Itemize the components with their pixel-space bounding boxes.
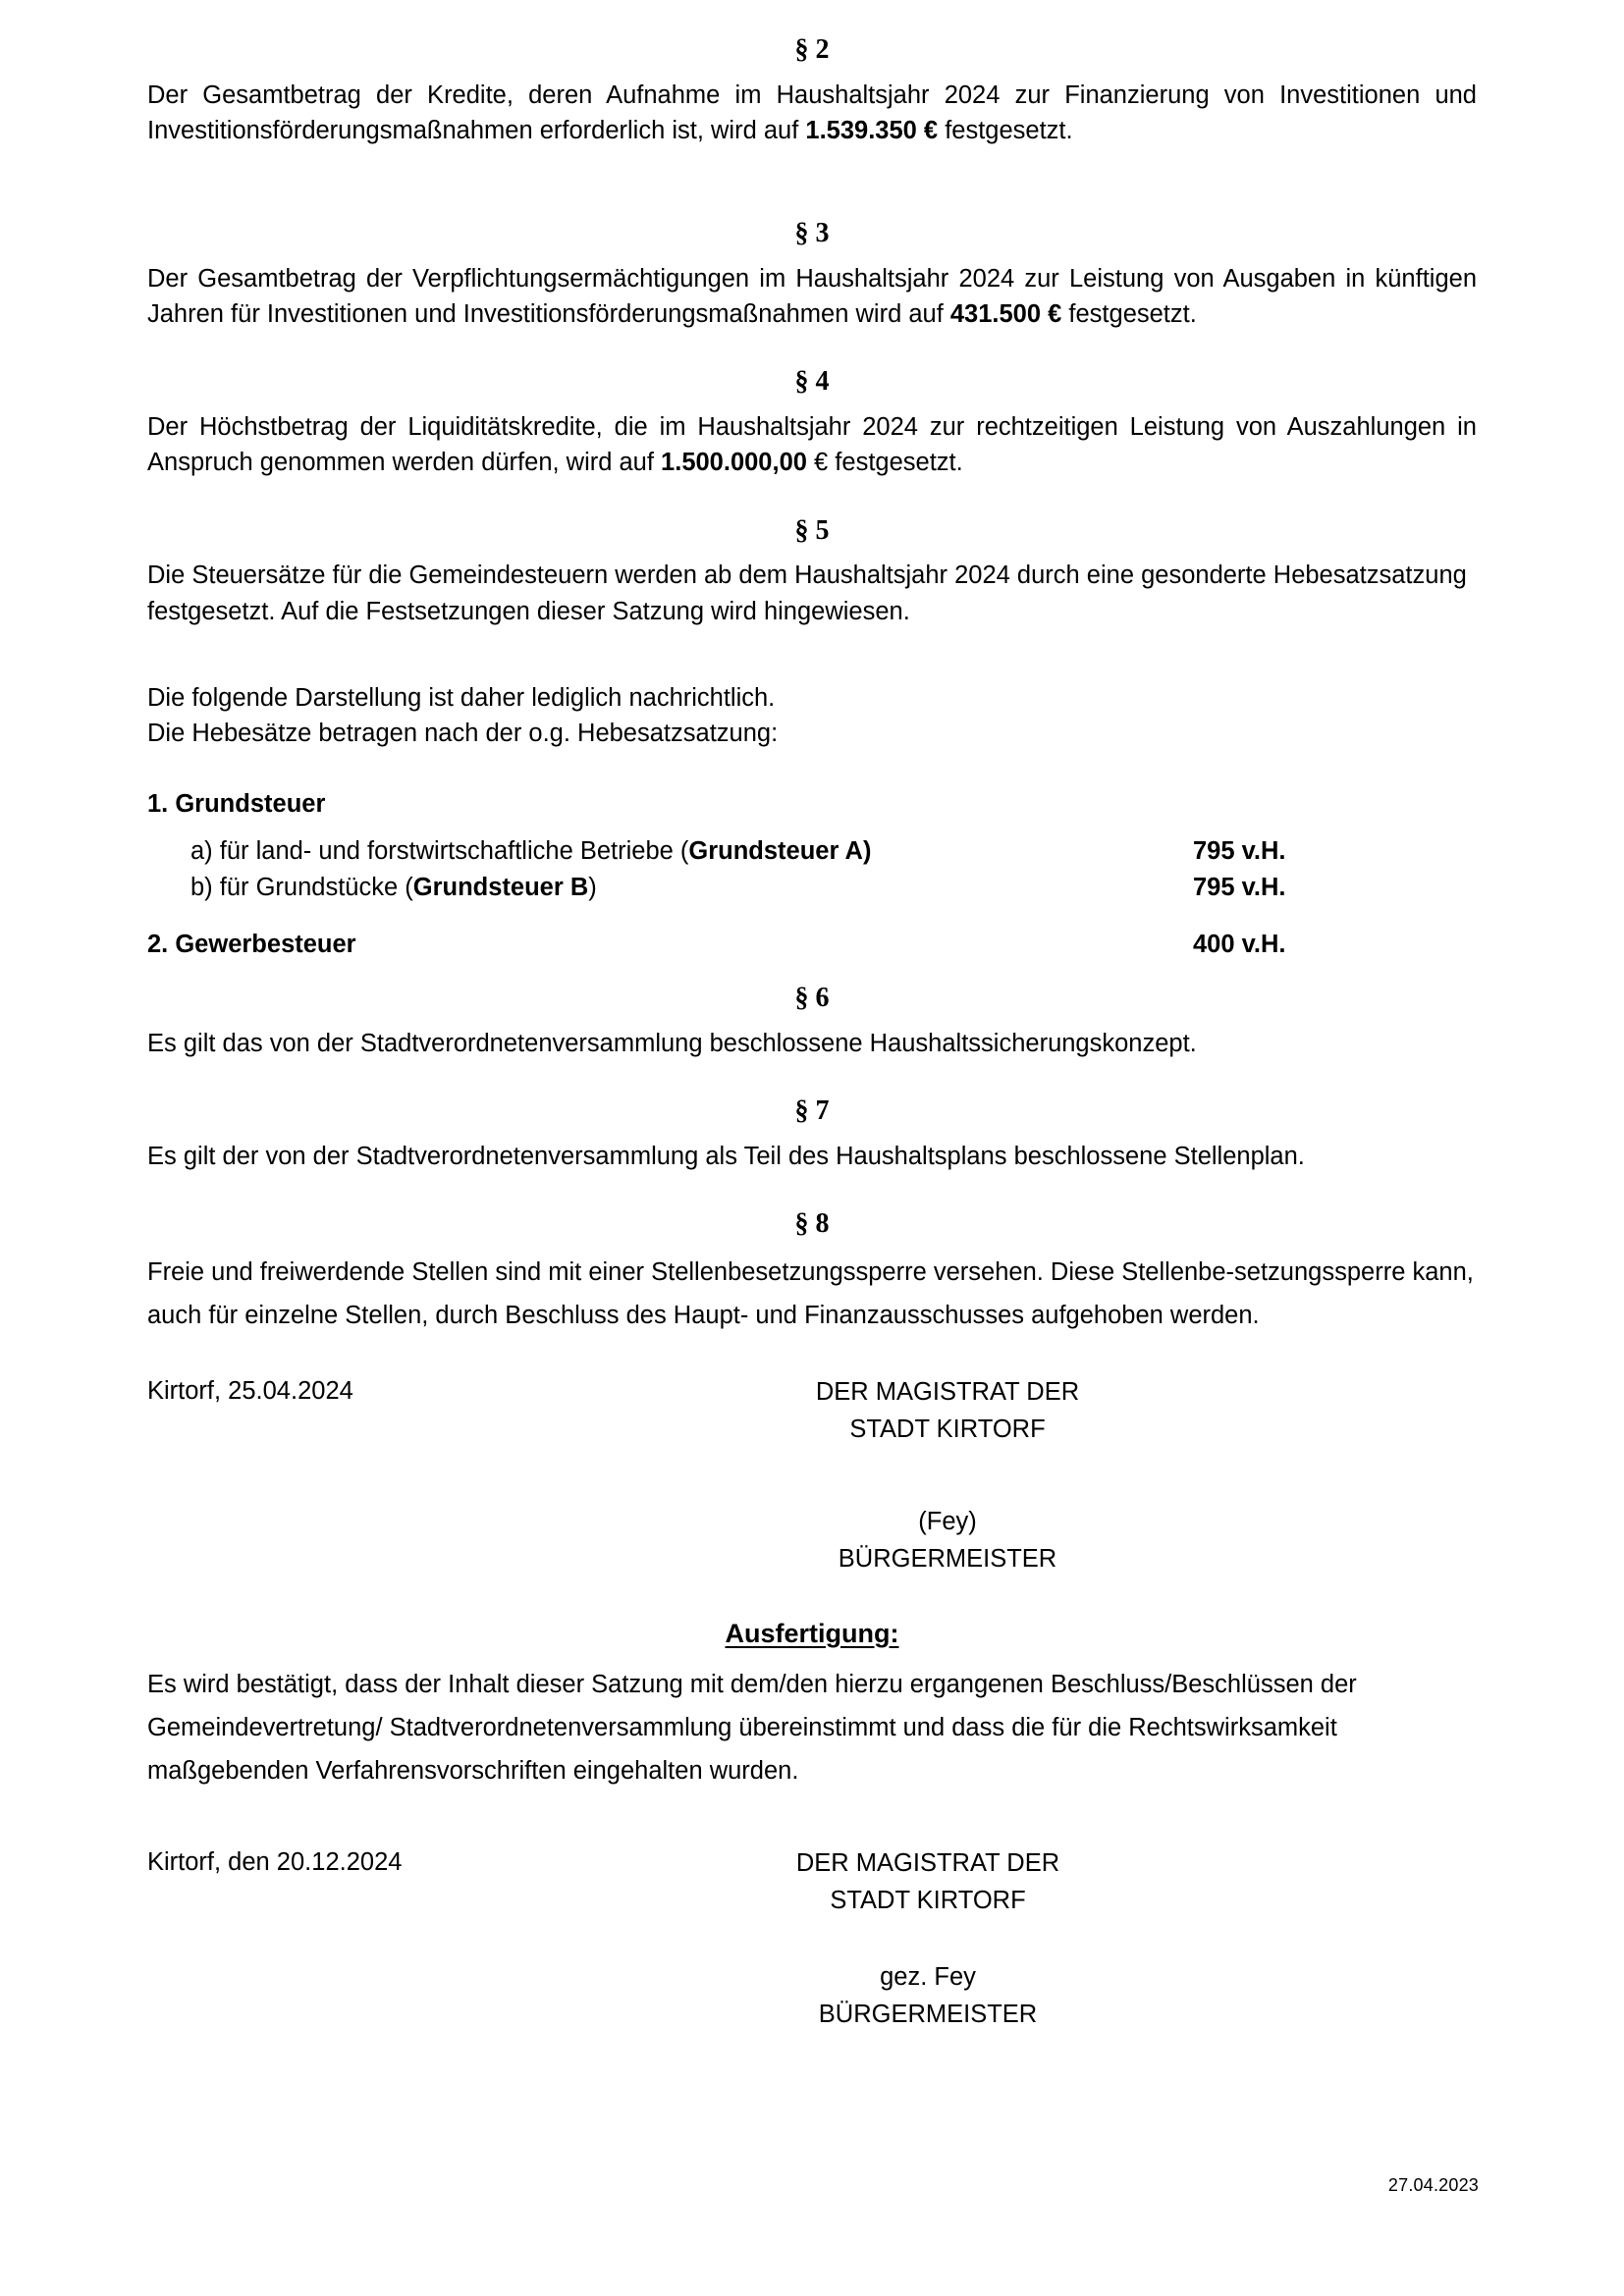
tax-item-1b-prefix: b) für Grundstücke (	[190, 873, 413, 901]
tax-item-1a-prefix: a) für land- und forstwirtschaftliche Betriebe (	[190, 837, 689, 866]
section-2-text-suffix: festgesetzt.	[938, 117, 1073, 144]
signature-block-second	[147, 1844, 1477, 2029]
tax-item-1-title: 1. Grundsteuer	[147, 790, 326, 819]
section-paragraph-2	[147, 78, 1477, 148]
signature-second-signer-title: BÜRGERMEISTER	[818, 2001, 1038, 2029]
signature-first-authority-line-2: STADT KIRTORF	[849, 1415, 1046, 1443]
tax-item-1a-label	[147, 833, 871, 869]
section-2-amount: 1.539.350 €	[805, 117, 939, 144]
tax-item-1b-suffix: )	[588, 873, 597, 901]
signature-first-authority	[736, 1373, 1159, 1578]
section-5-paragraph-1: Die Steuersätze für die Gemeindesteuern werden ab dem Haushaltsjahr 2024 durch eine gesonderte Hebesatzsatzung festgesetzt. Auf die Festsetzungen dieser Satzung wird hingewiesen.	[147, 561, 1467, 625]
signature-first-authority-line-1: DER MAGISTRAT DER	[815, 1377, 1080, 1406]
signature-first-signer-title: BÜRGERMEISTER	[838, 1545, 1057, 1574]
section-5-paragraph-2: Die folgende Darstellung ist daher lediglich nachrichtlich.	[147, 683, 776, 712]
tax-item-2-value: 400 v.H.	[1193, 930, 1286, 958]
section-5-paragraph-3: Die Hebesätze betragen nach der o.g. Hebesatzsatzung:	[147, 720, 779, 748]
signature-first-place-date: Kirtorf, 25.04.2024	[147, 1376, 353, 1405]
section-3-text-suffix: festgesetzt.	[1061, 300, 1197, 329]
section-4-amount: 1.500.000,00	[661, 449, 807, 477]
section-paragraph-3	[147, 261, 1477, 332]
signature-second-signer-name: gez. Fey	[880, 1963, 976, 1992]
tax-item-1b-bold: Grundsteuer B	[412, 873, 589, 901]
section-7-paragraph: Es gilt der von der Stadtverordnetenversammlung als Teil des Haushaltsplans beschlossene Stellenplan.	[147, 1142, 1305, 1170]
certification-heading	[147, 1615, 1477, 1652]
tax-item-1a-value: 795 v.H.	[1193, 837, 1286, 866]
section-6-paragraph: Es gilt das von der Stadtverordnetenversammlung beschlossene Haushaltssicherungskonzept.	[147, 1029, 1197, 1057]
section-4-text-suffix: € festgesetzt.	[806, 449, 963, 477]
tax-row	[147, 786, 1477, 822]
section-2-text-prefix: Der Gesamtbetrag der Kredite, deren Aufnahme im Haushaltsjahr 2024 zur Finanzierung von Investitionen und Investitionsförderungsmaßnahmen erforderlich ist, wird auf	[147, 80, 1477, 144]
tax-item-1b-label	[147, 870, 597, 905]
section-heading-5: § 5	[794, 514, 830, 546]
tax-row	[147, 870, 1477, 905]
section-heading-4: § 4	[794, 366, 830, 398]
certification-paragraph: Es wird bestätigt, dass der Inhalt dieser Satzung mit dem/den hierzu ergangenen Beschluss/Beschlüssen der Gemeindevertretung/ Stadtverordnetenversammlung übereinstimmt und dass die für die Rechtswirksamkeit maßgebenden Verfahrensvorschriften eingehalten wurden.	[147, 1671, 1357, 1785]
section-heading-3: § 3	[794, 218, 830, 249]
section-heading-8: § 8	[794, 1208, 830, 1240]
tax-item-1a-bold: Grundsteuer A)	[688, 837, 872, 866]
section-heading-6: § 6	[794, 983, 830, 1014]
tax-row	[147, 833, 1477, 869]
signature-block-first	[147, 1373, 1477, 1574]
section-3-amount: 431.500 €	[949, 300, 1062, 329]
section-heading-2: § 2	[794, 34, 830, 65]
tax-item-1b-value: 795 v.H.	[1193, 873, 1286, 901]
section-8-paragraph: Freie und freiwerdende Stellen sind mit einer Stellenbesetzungssperre versehen. Diese Stellenbe-setzungssperre kann, auch für einzelne Stellen, durch Beschluss des Haupt- und Finanzausschusses aufgehoben werden.	[147, 1257, 1474, 1329]
tax-item-2-title: 2. Gewerbesteuer	[147, 930, 356, 958]
signature-first-signer-name: (Fey)	[918, 1508, 977, 1536]
section-4-text-prefix: Der Höchstbetrag der Liquiditätskredite, die im Haushaltsjahr 2024 zur rechtzeitigen Leistung von Auszahlungen in Anspruch genommen werden dürfen, wird auf	[147, 413, 1477, 477]
signature-second-authority-line-2: STADT KIRTORF	[830, 1886, 1026, 1914]
signature-second-authority-line-1: DER MAGISTRAT DER	[795, 1848, 1060, 1877]
section-3-text-prefix: Der Gesamtbetrag der Verpflichtungsermächtigungen im Haushaltsjahr 2024 zur Leistung von Ausgaben in künftigen Jahren für Investitionen und Investitionsförderungsmaßnahmen wird auf	[147, 265, 1477, 329]
document-body	[147, 0, 1477, 2029]
tax-rates-list	[147, 786, 1477, 962]
section-paragraph-4	[147, 409, 1477, 480]
certification-heading-text: Ausfertigung:	[725, 1618, 899, 1648]
footer-date: 27.04.2023	[1387, 2175, 1479, 2195]
signature-second-place-date: Kirtorf, den 20.12.2024	[147, 1847, 403, 1876]
section-heading-7: § 7	[794, 1095, 830, 1127]
signature-second-authority	[717, 1844, 1139, 2034]
tax-row	[147, 927, 1477, 962]
